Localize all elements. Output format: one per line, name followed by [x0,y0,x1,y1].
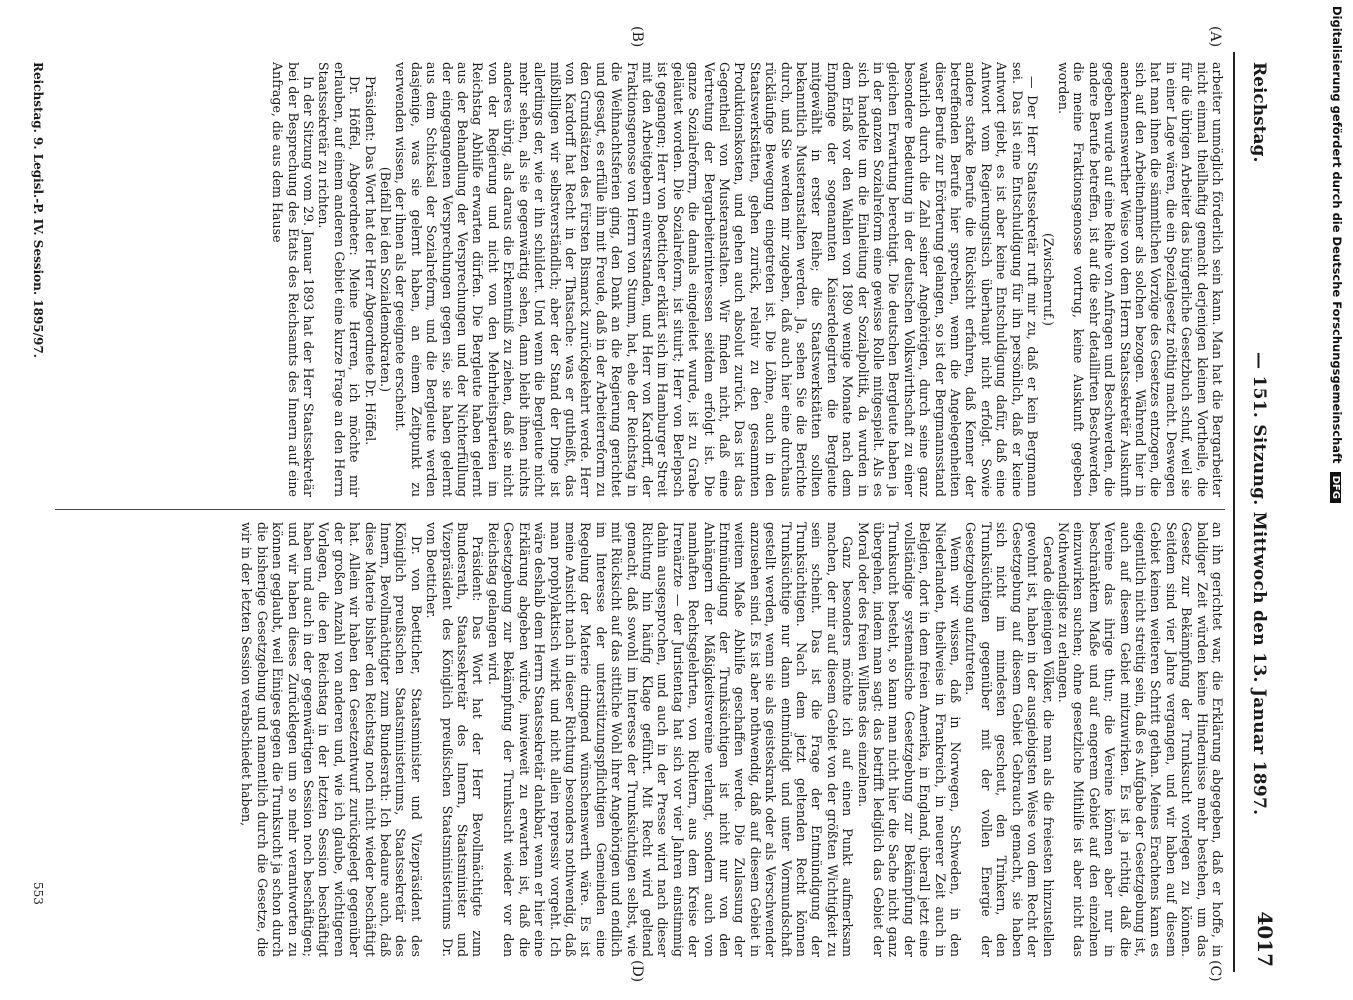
header-left: Reichstag. [1249,62,1269,163]
margin-marker-d: (D) [629,960,645,983]
paragraph: Präsident: Das Wort hat der Herr Bevollmächtigte zum Bundesrath, Staatssekretär des Innern, Staatsminister und Vizepräsident des Königlich preußischen Staatsministeriums Dr. von Boetticher. [424,522,486,957]
document-page [0,22,1285,983]
paragraph: arbeiter unmöglich förderlich sein kann. Man hat die Bergarbeiter nicht einmal theilhaftig gemacht derjenigen kleinen Vortheile, die für die übrigen Arbeiter das bürgerliche Gesetzbuch schuf, weil sie in einer Lage wären, die ein Spezialgesetz nöthig macht. Deswegen hat man ihnen die sämmtlichen Vorzüge des Gesetzes entzogen, die sich auf den Arbeitnehmer als solchen bezogen. Während hier in anerkennenswerther Weise von dem Herrn Staatssekretär Auskunft gegeben wurde auf eine Reihe von Anfragen und Beschwerden, die andere Berufe betreffen, ist auf die sehr detaillirten Beschwerden, die meine Fraktionsgenosse vortrug, keine Auskunft gegeben worden. [1055,62,1225,497]
page-number: 4017 [1253,911,1277,967]
right-column [45,522,1225,957]
paragraph: Dr. von Boetticher, Staatsminister und Vizepräsident des Königlich preußischen Staatsministeriums, Staatssekretär des Innern, Bevollmächtigter zum Bundesrath: Ich bedaure auch, daß diese Materie bisher den Reichstag noch nicht wieder beschäftigt hat. Allein wir haben den Gesetzentwurf zurückgelegt gegenüber der großen Anzahl von anderen und, wie ich glaube, wichtigeren Vorlagen, die den Reichstag in der letzten Session beschäftigt haben und auch in der gegenwärtigen Session noch beschäftigen; und wir haben dieses Zurücklegen um so mehr verantworten zu können geglaubt, weil Einiges gegen die Trunksucht ja schon durch die bisherige Gesetzgebung und namentlich durch die Gesetze, die wir in der letzten Session verabschiedet haben, [239,522,424,957]
margin-marker-a: (A) [1207,26,1223,48]
credit-text: Digitalisierung gefördert durch die Deutsche Forschungsgemeinschaft [1330,6,1344,464]
paragraph: Gerade diejenigen Völker, die man als die freiesten hinzustellen gewohnt ist, haben in der ausgiebigsten Weise von dem Recht der Gesetzgebung auf diesem Gebiet Gebrauch gemacht, sie haben sich nicht im mindesten gescheut, den Trinkern, den Trunksüchtigen gegenüber mit der vollen Energie der Gesetzgebung aufzutreten. [963,522,1056,957]
paragraph: Präsident: Das Wort hat der Herr Abgeordnete Dr. Höffel. [362,76,378,446]
margin-marker-c: (C) [1207,960,1223,982]
page-footer: Reichstag. 9. Legisl.-P. IV. Session. 1895/97. [31,62,45,358]
column-divider [55,509,1225,510]
paragraph: Ganz besonders möchte ich auf einen Punkt aufmerksam machen, der mir auf diesem Gebiet von der größten Wichtigkeit zu sein scheint. Das ist die Frage der Entmündigung der Trunksüchtigen. Nach dem jetzt geltenden Recht können Trunksüchtige nur dann entmündigt und unter Vormundschaft gestellt werden, wenn sie als geisteskrank oder als Verschwender anzusehen sind. Es ist aber nothwendig, daß auf diesem Gebiet in weitem Maße Abhilfe geschaffen werde. Die Zulassung der Entmündigung der Trunksüchtigen ist nicht nur von den Anhängern der Mäßigkeitsvereine verlangt, sondern auch von namhaften Rechtsgelehrten, von Richtern, aus dem Kreise der Irrenärzte — der Juristentag hat sich vor vier Jahren einstimmig dahin ausgesprochen, und auch in der Presse wird nach dieser Richtung hin häufig Klage geführt. Mit Recht wird geltend gemacht, daß sowohl im Interesse der Trunksüchtigen selbst, wie mit Rücksicht auf das sittliche Wohl ihrer Angehörigen und endlich im Interesse der unterstützungspflichtigen Gemeinden eine Regelung der Materie dringend wünschenswerth wäre. Es ist meine Ansicht nach in dieser Richtung besonders nothwendig, daß man prophylaktisch wirkt und nicht allein repressiv vorgeht. Ich wäre deshalb dem Herrn Staatssekretär dankbar, wenn er hier eine Erklärung abgeben würde, inwieweit zu erwarten ist, daß die Gesetzgebung zur Bekämpfung der Trunksucht wieder vor den Reichstag gelangen wird. [485,522,856,957]
page-header [1233,22,1285,977]
margin-marker-b: (B) [629,26,645,48]
paragraph: an ihn gerichtet war, die Erklärung abgegeben, daß er hoffe, in baldiger Zeit würden keine Hindernisse mehr bestehen, um das Gesetz zur Bekämpfung der Trunksucht vorlegen zu können. Seitdem sind vier Jahre vergangen, und wir haben auf diesem Gebiet keinen weiteren Schritt gethan. Meines Erachtens kann es eigentlich nicht streitig sein, daß es Aufgabe der Gesetzgebung ist, auch auf diesem Gebiet mitzuwirken. Es ist ja richtig, daß die Vereine das ihrige thun; die Vereine können aber nur in beschränktem Maße und auf engerem Gebiet auf den einzelnen einzuwirken suchen; ohne gesetzliche Mithilfe ist aber nicht das Nothwendigste zu erlangen. [1055,522,1225,957]
digitization-credit [1322,6,1350,996]
interjection: (Zwischenruf.) [1040,233,1056,326]
paragraph: Wenn wir wissen, daß in Norwegen, Schweden, in den Niederlanden, theilweise in Frankreich, in neuerer Zeit auch in Belgien, dort in dem freien Amerika, in England, überall jetzt eine vollständige systematische Gesetzgebung zur Bekämpfung der Trunksucht besteht, so kann man nicht hier die Sache nicht ganz übergehen, indem man sagt: das betrifft lediglich das Gebiet der Moral oder des freien Willens des einzelnen. [855,522,964,957]
paragraph: Dr. Höffel, Abgeordneter: Meine Herren, ich möchte mir erlauben, auf einem anderen Gebiet eine kurze Frage an den Herrn Staatssekretär zu richten. [316,62,363,497]
paragraph: — Der Herr Staatssekretär ruft mir zu, daß er kein Bergmann sei. Das ist eine Entschuldigung für ihn persönlich, daß er keine Antwort giebt, es ist aber keine Entschuldigung dafür, daß eine Antwort vom Regierungstisch überhaupt nicht erfolgt. Sowie andere starke Berufe die Rücksicht erfahren, daß Kenner der betreffenden Berufe hier sprechen, wenn die Angelegenheiten dieser Berufe zur Erörterung gelangen, so ist der Bergmannsstand wahrlich durch die Zahl seiner Angehörigen, durch seine ganz besondere Bedeutung in der deutschen Volkswirthschaft zu einer gleichen Erwartung berechtigt. Die deutschen Bergleute haben ja in der ganzen Sozialreform eine gewisse Rolle mitgespielt. Als es sich handelte um die Einleitung der Sozialpolitik, da wurden in dem Erlaß vor den Wahlen von 1890 wenige Monate nach dem Empfange der sogenannten Kaiserdelegirten die Bergleute mitgewählt in erster Reihe; die Staatswerkstätten sollten bekanntlich Musteranstalten werden. Ja, sehen Sie die Berichte durch, und Sie werden mir zugeben, daß auch hier eine durchaus rückläufige Bewegung eingetreten ist. Die Löhne, auch in den Staatswerkstätten, gehen zurück, relativ zu den gesammten Produktionskosten, und gehen auch absolut zurück. Das ist das Gegentheil von Musteranstalten. Wir finden nicht, daß eine Vertretung der Bergarbeiterinteressen seitdem erfolgt ist. Die ganze Sozialreform, die damals eingeleitet wurde, ist zu Grabe geläutet worden. Die Sozialreform, ist situirt; Herr von Berlepsch ist gegangen; Herr von Boetticher erklärt sich im Hamburger Streit mit den Arbeitgebern einverstanden, und Herr von Kardorff, der Fraktionsgenosse von Herrn von Stumm, hat, ehe der Reichstag in die Weihnachtsferien ging, den Dank an die Regierung gerichtet und gesagt, es erfülle ihn mit Freude, daß in der Arbeiterreform zu den Grundsätzen des Fürsten Bismarck zurückgekehrt werde. Herr von Kardorff hat Recht in der Thatsache: was er gutheißt, das mißbilligen wir selbstverständlich; aber der Stand der Dinge ist allerdings der, wie er ihn schildert. Und wenn die Bergleute nicht mehr sehen, als sie gegenwärtig sehen, dann bleibt ihnen nichts anderes übrig, als daraus die Erkenntniß zu ziehen, daß sie nicht von der Regierung und nicht von den Mehrheitsparteien im Reichstag Abhilfe erwarten dürfen. Die Bergleute haben gelernt aus der Behandlung der Versprechungen und der Nichterfüllung der eingegangenen Versprechungen gegen sie, sie haben gelernt aus dem Schicksal der Sozialreform, und die Bergleute werden dasjenige, was sie gelernt haben, an einem Zeitpunkt zu verwenden wissen, der ihnen als der geeignete erscheint. [393,62,1041,497]
header-session: — 151. Sitzung. Mittwoch den 13. Januar 1897. [1249,352,1269,816]
header-rule [1233,52,1235,972]
dfg-logo: DFG [1330,472,1341,503]
paragraph: In der Sitzung vom 29. Januar 1893 hat der Herr Staatssekretär bei der Besprechung des Etats des Reichsamts des Innern auf eine Anfrage, die aus dem Hause [270,62,317,497]
applause-note: (Beifall bei den Sozialdemokraten.) [378,166,394,393]
left-column [45,62,1225,497]
signature-number: 553 [31,882,45,905]
